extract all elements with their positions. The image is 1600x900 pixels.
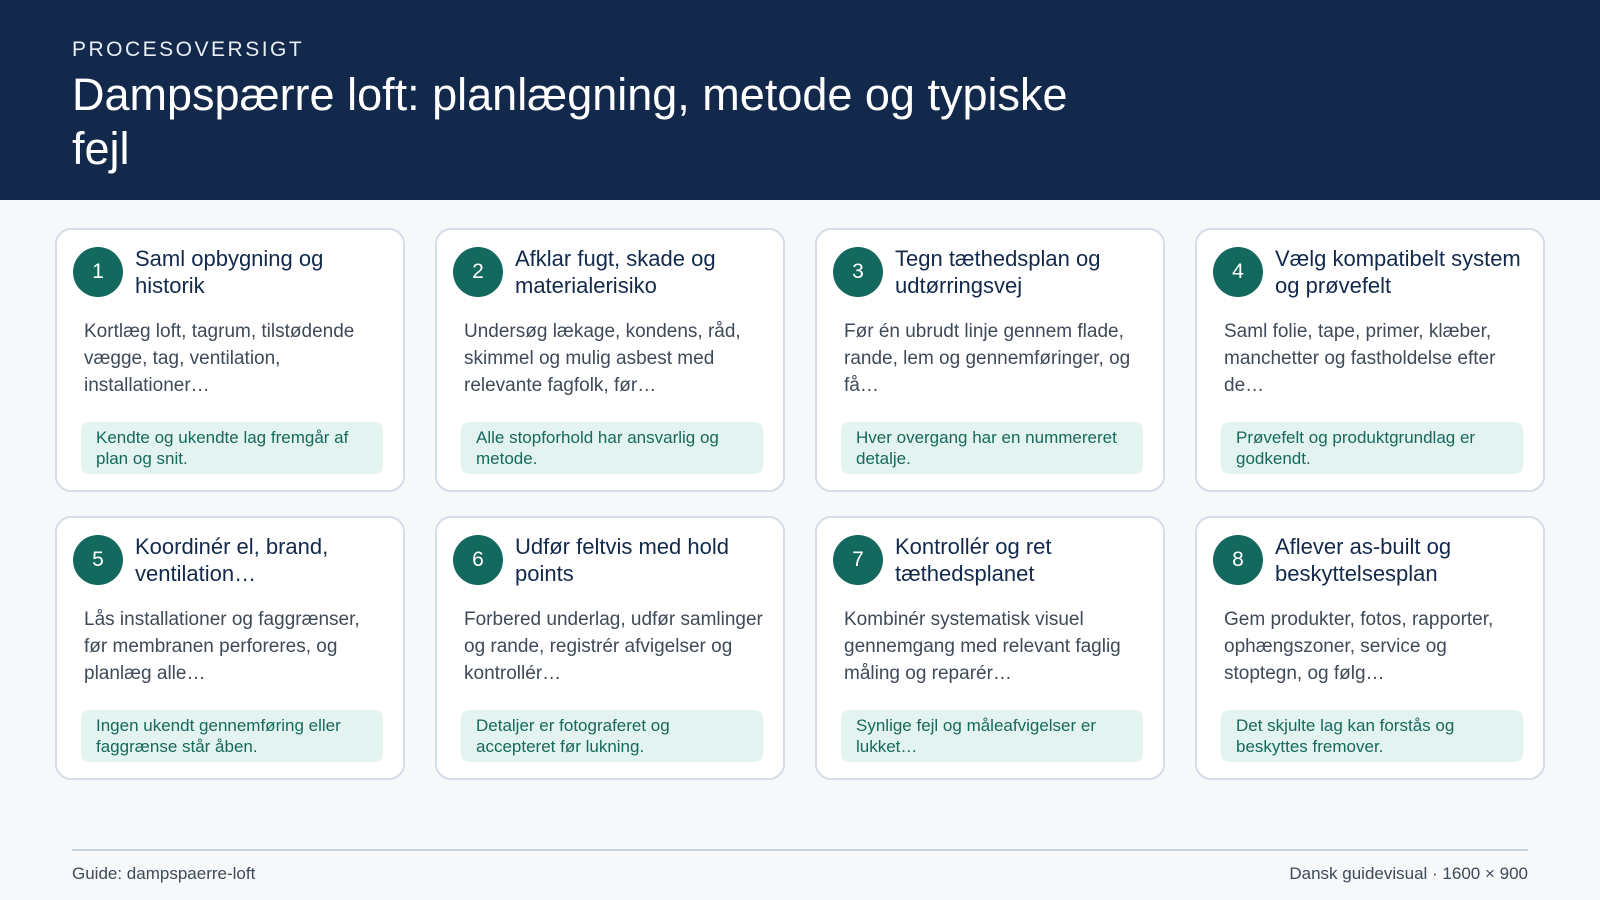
step-number-badge: 1: [73, 247, 123, 297]
step-checkpoint-note: Det skjulte lag kan forstås og beskyttes fremover.: [1221, 710, 1523, 762]
step-description: Kortlæg loft, tagrum, tilstødende vægge, tag, ventilation, installationer…: [84, 321, 355, 396]
page-header: [0, 0, 1600, 200]
step-number-badge: 2: [453, 247, 503, 297]
steps-grid: [55, 228, 1545, 780]
step-card-2: [435, 228, 785, 492]
step-checkpoint-note: Alle stopforhold har ansvarlig og metode.: [461, 422, 763, 474]
step-title: Vælg kompatibelt system og prøvefelt: [1275, 246, 1521, 298]
step-card-5: [55, 516, 405, 780]
step-number-badge: 4: [1213, 247, 1263, 297]
step-card-7: [815, 516, 1165, 780]
step-number-badge: 8: [1213, 535, 1263, 585]
step-description: Kombinér systematisk visuel gennemgang med relevant faglig måling og reparér…: [844, 609, 1121, 684]
step-description: Lås installationer og faggrænser, før membranen perforeres, og planlæg alle…: [84, 609, 360, 684]
step-number-badge: 5: [73, 535, 123, 585]
step-description: Saml folie, tape, primer, klæber, manchetter og fastholdelse efter de…: [1224, 321, 1496, 396]
step-title: Kontrollér og ret tæthedsplanet: [895, 534, 1052, 586]
step-checkpoint-note: Ingen ukendt gennemføring eller faggrænse står åben.: [81, 710, 383, 762]
step-checkpoint-note: Prøvefelt og produktgrundlag er godkendt.: [1221, 422, 1523, 474]
step-title: Koordinér el, brand, ventilation…: [135, 534, 329, 586]
footer-guide-label: Guide: dampspaerre-loft: [72, 864, 256, 883]
step-title: Saml opbygning og historik: [135, 246, 324, 298]
step-card-6: [435, 516, 785, 780]
footer-meta-label: Dansk guidevisual · 1600 × 900: [1289, 864, 1528, 883]
step-description: Undersøg lækage, kondens, råd, skimmel og mulig asbest med relevante fagfolk, før…: [464, 321, 741, 396]
step-checkpoint-note: Synlige fejl og måleafvigelser er lukket…: [841, 710, 1143, 762]
step-card-4: [1195, 228, 1545, 492]
step-title: Afklar fugt, skade og materialerisiko: [515, 246, 716, 298]
step-card-1: [55, 228, 405, 492]
step-card-3: [815, 228, 1165, 492]
step-checkpoint-note: Kendte og ukendte lag fremgår af plan og snit.: [81, 422, 383, 474]
step-description: Gem produkter, fotos, rapporter, ophængszoner, service og stoptegn, og følg…: [1224, 609, 1494, 684]
step-description: Forbered underlag, udfør samlinger og rande, registrér afvigelser og kontrollér…: [464, 609, 763, 684]
eyebrow-label: PROCESOVERSIGT: [72, 38, 305, 61]
footer-divider: [72, 849, 1528, 851]
step-number-badge: 6: [453, 535, 503, 585]
step-number-badge: 3: [833, 247, 883, 297]
step-description: Før én ubrudt linje gennem flade, rande, lem og gennemføringer, og få…: [844, 321, 1131, 396]
page-title: Dampspærre loft: planlægning, metode og typiske fejl: [72, 69, 1068, 174]
step-number-badge: 7: [833, 535, 883, 585]
step-checkpoint-note: Hver overgang har en nummereret detalje.: [841, 422, 1143, 474]
step-title: Aflever as-built og beskyttelsesplan: [1275, 534, 1452, 586]
step-title: Tegn tæthedsplan og udtørringsvej: [895, 246, 1101, 298]
step-checkpoint-note: Detaljer er fotograferet og accepteret før lukning.: [461, 710, 763, 762]
step-card-8: [1195, 516, 1545, 780]
step-title: Udfør feltvis med hold points: [515, 534, 729, 586]
